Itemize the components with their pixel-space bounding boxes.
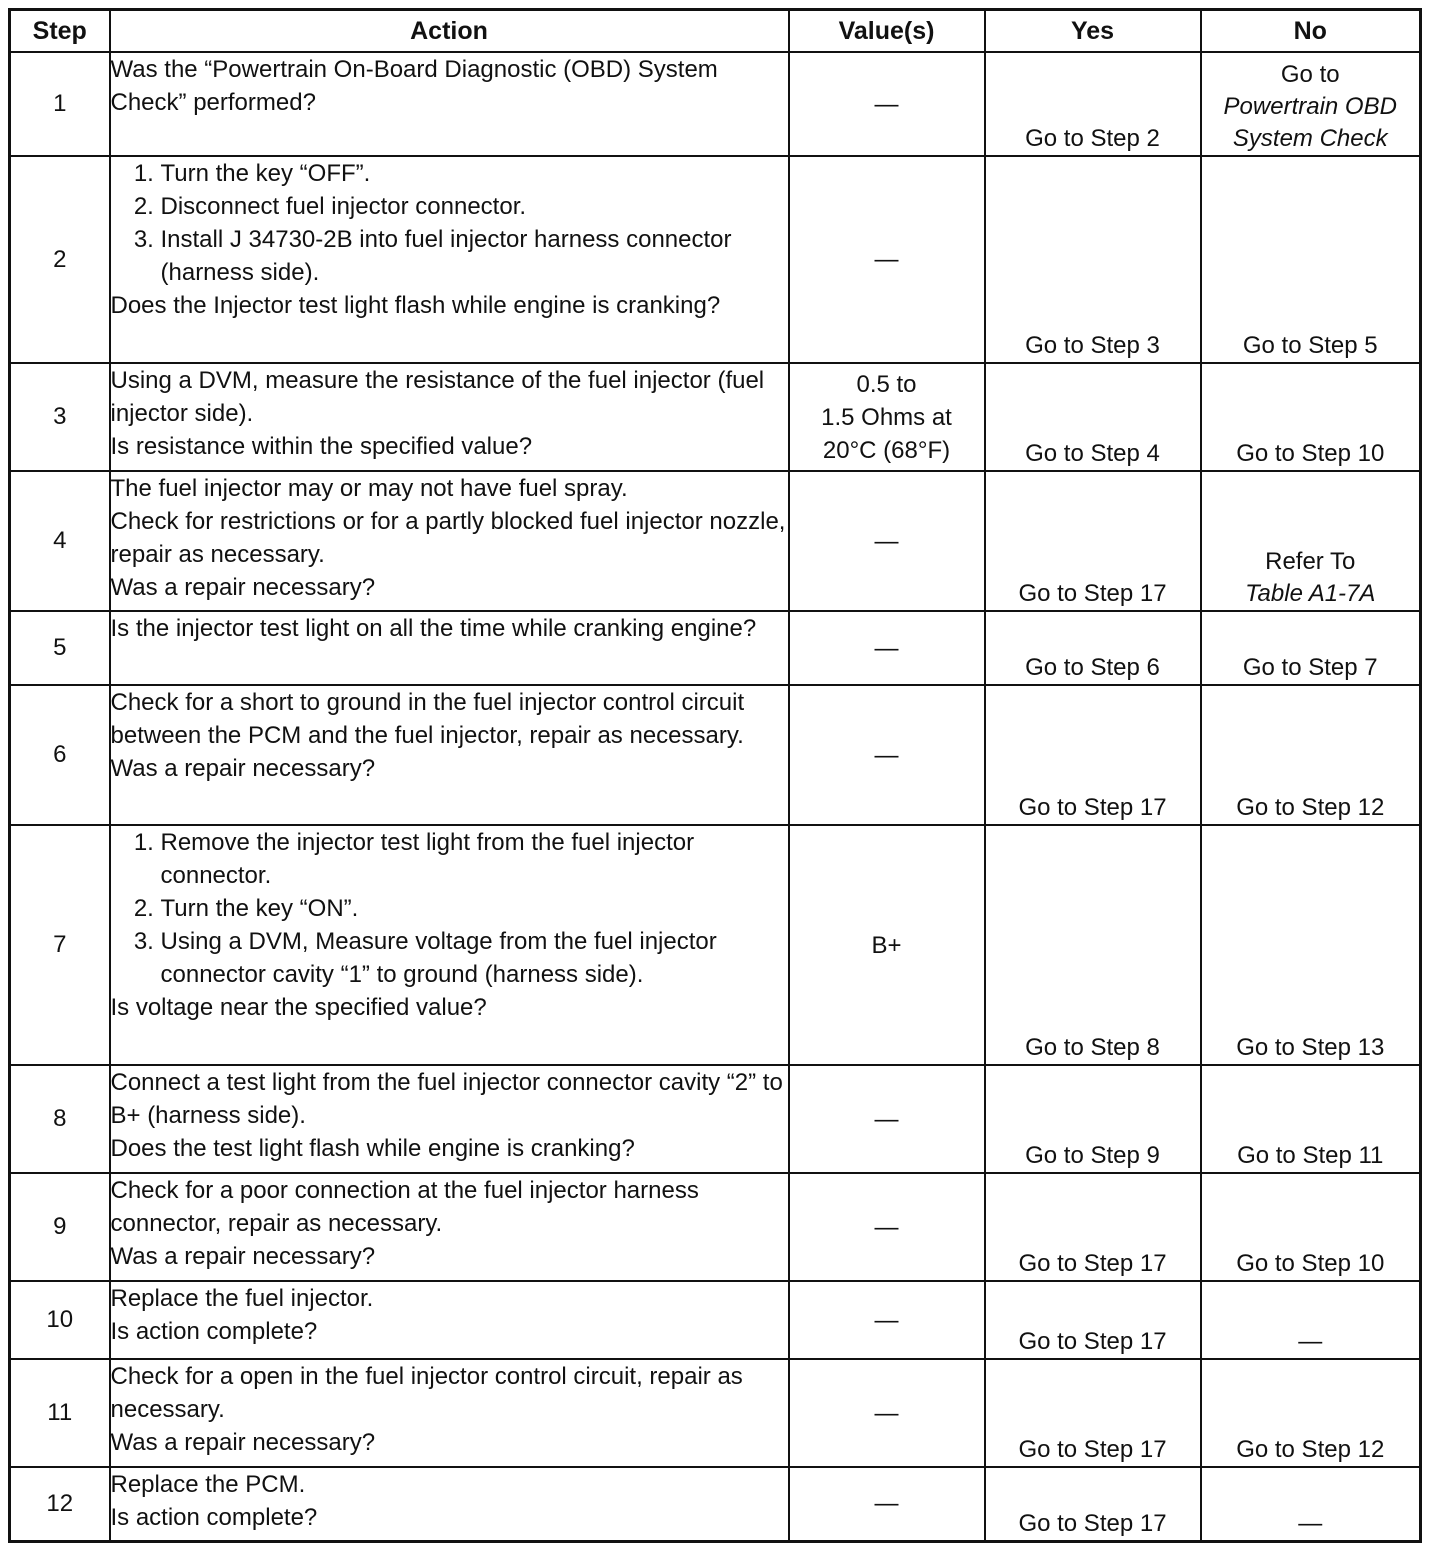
action-step-item: 2. Turn the key “ON”. bbox=[161, 892, 788, 925]
no-result-text: Go to Step 11 bbox=[1237, 1142, 1384, 1169]
yes-cell bbox=[985, 1467, 1201, 1541]
action-cell bbox=[110, 1359, 789, 1467]
step-number: 9 bbox=[10, 1173, 110, 1281]
action-text: Does the test light flash while engine is cranking? bbox=[110, 1135, 635, 1162]
yes-cell bbox=[985, 825, 1201, 1065]
no-cell bbox=[1201, 1281, 1421, 1359]
no-result-text: Refer To bbox=[1265, 548, 1356, 575]
yes-cell bbox=[985, 363, 1201, 471]
value-cell: — bbox=[789, 1065, 985, 1173]
no-result-text: Go to bbox=[1280, 61, 1340, 88]
yes-cell bbox=[985, 52, 1201, 156]
no-result-text: System Check bbox=[1232, 125, 1388, 152]
value-cell: — bbox=[789, 471, 985, 611]
no-cell bbox=[1201, 471, 1421, 611]
action-step-item: 3. Install J 34730-2B into fuel injector harness connector (harness side). bbox=[161, 223, 788, 289]
action-cell bbox=[110, 471, 789, 611]
no-result-text: Go to Step 12 bbox=[1236, 794, 1385, 821]
yes-result-text: Go to Step 17 bbox=[1018, 794, 1167, 821]
action-text: Replace the fuel injector. bbox=[110, 1285, 374, 1312]
table-row bbox=[10, 685, 1421, 825]
action-text: Is the injector test light on all the time while cranking engine? bbox=[110, 615, 757, 642]
value-cell: B+ bbox=[789, 825, 985, 1065]
no-cell bbox=[1201, 52, 1421, 156]
table-row bbox=[10, 611, 1421, 685]
step-number: 8 bbox=[10, 1065, 110, 1173]
step-number: 4 bbox=[10, 471, 110, 611]
step-number: 11 bbox=[10, 1359, 110, 1467]
yes-result-text: Go to Step 6 bbox=[1025, 654, 1160, 681]
action-text: Was a repair necessary? bbox=[110, 1429, 376, 1456]
action-text: Connect a test light from the fuel injector connector cavity “2” to B+ (harness side). bbox=[110, 1069, 783, 1129]
table-row bbox=[10, 1065, 1421, 1173]
action-text: Check for a poor connection at the fuel injector harness connector, repair as necessary. bbox=[110, 1177, 699, 1237]
table-row bbox=[10, 1281, 1421, 1359]
action-cell bbox=[110, 1281, 789, 1359]
action-cell bbox=[110, 1173, 789, 1281]
header-no: No bbox=[1201, 10, 1421, 53]
no-result-text: — bbox=[1298, 1328, 1323, 1355]
action-step-item: 3. Using a DVM, Measure voltage from the fuel injector connector cavity “1” to ground (harness side). bbox=[161, 925, 788, 991]
value-cell: — bbox=[789, 1359, 985, 1467]
action-steps-list bbox=[111, 157, 788, 289]
action-cell bbox=[110, 1467, 789, 1541]
step-number: 10 bbox=[10, 1281, 110, 1359]
action-text: Is action complete? bbox=[110, 1504, 318, 1531]
yes-cell bbox=[985, 1281, 1201, 1359]
yes-cell bbox=[985, 1065, 1201, 1173]
yes-cell bbox=[985, 685, 1201, 825]
yes-result-text: Go to Step 17 bbox=[1018, 1509, 1167, 1537]
action-cell bbox=[110, 156, 789, 363]
table-row bbox=[10, 1173, 1421, 1281]
no-result-text: Go to Step 13 bbox=[1236, 1034, 1385, 1061]
action-cell bbox=[110, 1065, 789, 1173]
yes-result-text: Go to Step 3 bbox=[1025, 332, 1160, 359]
value-cell: — bbox=[789, 611, 985, 685]
yes-cell bbox=[985, 471, 1201, 611]
value-cell: — bbox=[789, 1173, 985, 1281]
no-result-text: — bbox=[1298, 1509, 1323, 1537]
step-number: 12 bbox=[10, 1467, 110, 1541]
step-number: 6 bbox=[10, 685, 110, 825]
action-text: Was a repair necessary? bbox=[110, 1243, 376, 1270]
no-result-text: Go to Step 5 bbox=[1242, 332, 1378, 359]
no-cell bbox=[1201, 1065, 1421, 1173]
no-cell bbox=[1201, 363, 1421, 471]
header-step: Step bbox=[10, 10, 110, 53]
table-row bbox=[10, 825, 1421, 1065]
no-cell bbox=[1201, 825, 1421, 1065]
no-result-text: Go to Step 10 bbox=[1236, 440, 1385, 467]
value-cell: — bbox=[789, 1281, 985, 1359]
step-number: 5 bbox=[10, 611, 110, 685]
action-text: The fuel injector may or may not have fuel spray. bbox=[110, 475, 628, 502]
no-result-text: Powertrain OBD bbox=[1223, 93, 1397, 120]
yes-result-text: Go to Step 17 bbox=[1018, 580, 1167, 607]
action-text: Was a repair necessary? bbox=[110, 574, 376, 601]
no-result-text: Go to Step 7 bbox=[1242, 654, 1378, 681]
action-cell bbox=[110, 52, 789, 156]
action-step-item: 1. Turn the key “OFF”. bbox=[161, 157, 788, 190]
no-cell bbox=[1201, 1359, 1421, 1467]
action-text: Is resistance within the specified value? bbox=[110, 433, 533, 460]
no-cell bbox=[1201, 611, 1421, 685]
yes-cell bbox=[985, 1173, 1201, 1281]
step-number: 2 bbox=[10, 156, 110, 363]
step-number: 7 bbox=[10, 825, 110, 1065]
no-cell bbox=[1201, 685, 1421, 825]
value-cell: — bbox=[789, 685, 985, 825]
no-result-text: Go to Step 10 bbox=[1236, 1250, 1385, 1277]
action-cell bbox=[110, 685, 789, 825]
yes-cell bbox=[985, 1359, 1201, 1467]
action-text: Is action complete? bbox=[110, 1318, 318, 1345]
value-cell: — bbox=[789, 156, 985, 363]
action-text: Was a repair necessary? bbox=[110, 755, 376, 782]
yes-result-text: Go to Step 9 bbox=[1025, 1142, 1160, 1169]
no-result-text: Table A1-7A bbox=[1245, 580, 1376, 607]
no-cell bbox=[1201, 156, 1421, 363]
action-text: Replace the PCM. bbox=[110, 1471, 306, 1498]
yes-cell bbox=[985, 156, 1201, 363]
yes-result-text: Go to Step 17 bbox=[1018, 1328, 1167, 1355]
action-cell bbox=[110, 611, 789, 685]
action-text: Check for a short to ground in the fuel injector control circuit between the PCM and the fuel injector, repair as necessary. bbox=[110, 689, 745, 749]
action-cell bbox=[110, 825, 789, 1065]
action-text: Using a DVM, measure the resistance of the fuel injector (fuel injector side). bbox=[110, 367, 765, 427]
table-row bbox=[10, 1467, 1421, 1541]
action-text: Was the “Powertrain On-Board Diagnostic (OBD) System Check” performed? bbox=[110, 56, 718, 116]
action-step-item: 2. Disconnect fuel injector connector. bbox=[161, 190, 788, 223]
action-cell bbox=[110, 363, 789, 471]
table-row bbox=[10, 52, 1421, 156]
value-cell: 0.5 to 1.5 Ohms at 20°C (68°F) bbox=[789, 363, 985, 471]
value-cell: — bbox=[789, 1467, 985, 1541]
action-text: Check for restrictions or for a partly blocked fuel injector nozzle, repair as necessary. bbox=[110, 508, 786, 568]
action-steps-list bbox=[111, 826, 788, 991]
diagnostic-table bbox=[8, 8, 1422, 1543]
value-cell: — bbox=[789, 52, 985, 156]
table-row bbox=[10, 363, 1421, 471]
header-row bbox=[10, 10, 1421, 53]
action-text: Check for a open in the fuel injector control circuit, repair as necessary. bbox=[110, 1363, 743, 1423]
header-yes: Yes bbox=[985, 10, 1201, 53]
action-step-item: 1. Remove the injector test light from the fuel injector connector. bbox=[161, 826, 788, 892]
no-result-text: Go to Step 12 bbox=[1236, 1436, 1385, 1463]
table-row bbox=[10, 471, 1421, 611]
step-number: 3 bbox=[10, 363, 110, 471]
yes-result-text: Go to Step 17 bbox=[1018, 1250, 1167, 1277]
header-values: Value(s) bbox=[789, 10, 985, 53]
no-cell bbox=[1201, 1173, 1421, 1281]
yes-result-text: Go to Step 4 bbox=[1025, 440, 1160, 467]
yes-result-text: Go to Step 2 bbox=[1025, 125, 1160, 152]
yes-result-text: Go to Step 8 bbox=[1025, 1034, 1160, 1061]
yes-result-text: Go to Step 17 bbox=[1018, 1436, 1167, 1463]
table-body bbox=[10, 52, 1421, 1541]
table-row bbox=[10, 1359, 1421, 1467]
step-number: 1 bbox=[10, 52, 110, 156]
action-text: Does the Injector test light flash while engine is cranking? bbox=[110, 292, 721, 319]
header-action: Action bbox=[110, 10, 789, 53]
no-cell bbox=[1201, 1467, 1421, 1541]
yes-cell bbox=[985, 611, 1201, 685]
table-row bbox=[10, 156, 1421, 363]
action-text: Is voltage near the specified value? bbox=[110, 994, 487, 1021]
